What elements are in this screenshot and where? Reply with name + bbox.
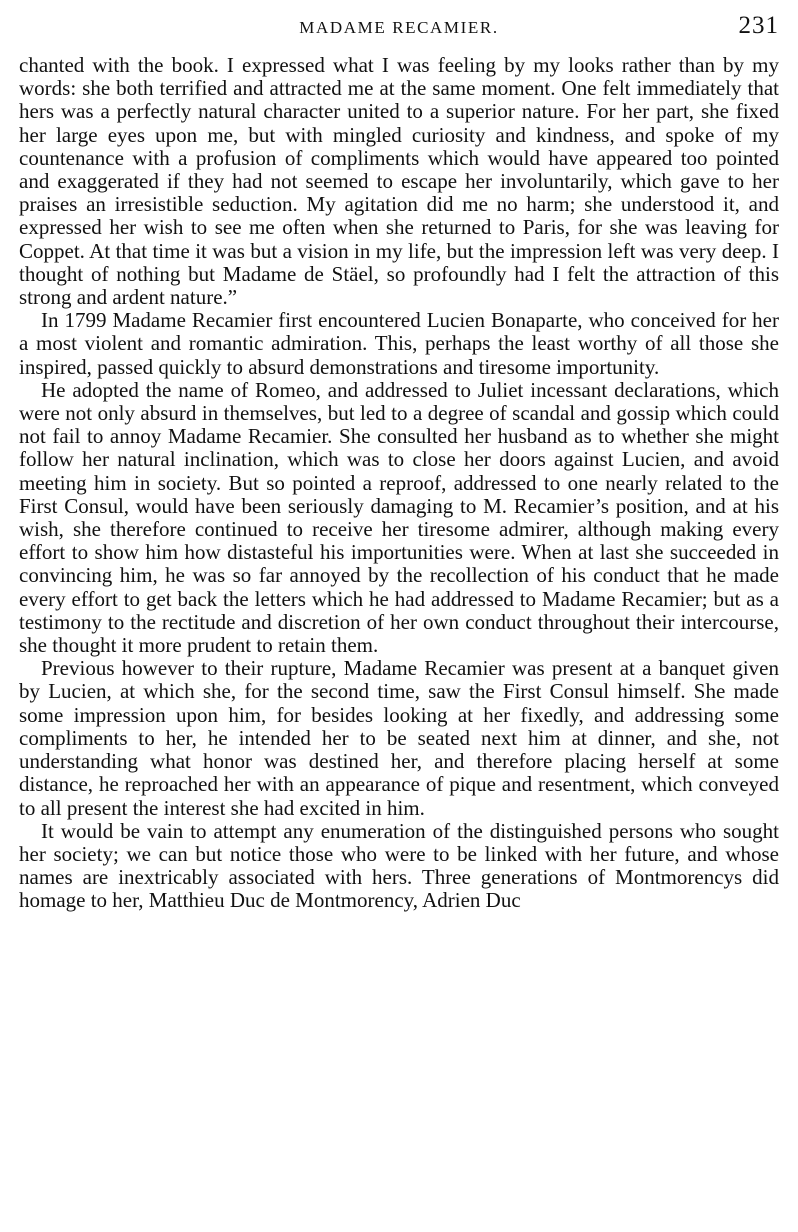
running-title: MADAME RECAMIER. [299,18,499,37]
paragraph-banquet: Previous however to their rupture, Madame Recamier was present at a banquet given by Lucien, at which she, for the second time, saw the First Consul himself. She made some impression upon him, for besides looking at her fixedly, and addressing some compliments to her, he intended her to be seated next him at dinner, and she, not understanding what honor was destined her, and therefore placing herself at some distance, he reproached her with an appearance of pique and resentment, which conveyed to all present the interest she had excited in him. [19,656,779,820]
page-number: 231 [738,12,779,39]
paragraph-distinguished-persons: It would be vain to attempt any enumeration of the distinguished persons who sought her society; we can but notice those who were to be linked with her future, and whose names are inextricably associated with hers. Three generations of Montmorencys did homage to her, Matthieu Duc de Montmorency, Adrien Duc [19,818,779,913]
paragraph-romeo: He adopted the name of Romeo, and addressed to Juliet incessant declarations, which were not only absurd in themselves, but led to a degree of scandal and gossip which could not fail to annoy Madame Recamier. She consulted her husband as to whether she might follow her natural inclination, which was to close her doors against Lucien, and avoid meeting him in society. But so pointed a reproof, addressed to one nearly related to the First Consul, would have been seriously damaging to M. Recamier’s position, and at his wish, she therefore continued to receive her tiresome admirer, although making every effort to show him how distasteful his importunities were. When at last she succeeded in convincing him, he was so far annoyed by the recollection of his conduct that he made every effort to get back the letters which he had addressed to Madame Recamier; but as a testimony to the rectitude and discretion of her own conduct throughout their intercourse, she thought it more prudent to retain them. [19,377,779,658]
body-text [19,54,779,913]
book-page [19,14,779,913]
paragraph-lucien-bonaparte: In 1799 Madame Recamier first encountered Lucien Bonaparte, who conceived for her a most violent and romantic admiration. This, perhaps the least worthy of all those she inspired, passed quickly to absurd demonstrations and tiresome importunity. [19,308,779,379]
paragraph-continuation: chanted with the book. I expressed what I was feeling by my looks rather than by my words: she both terrified and attracted me at the same moment. One felt immediately that hers was a perfectly natural character united to a superior nature. For her part, she fixed her large eyes upon me, but with mingled curiosity and kindness, and spoke of my countenance with a profusion of compliments which would have appeared too pointed and exaggerated if they had not seemed to escape her involuntarily, which gave to her praises an irresistible seduction. My agitation did me no harm; she understood it, and expressed her wish to see me often when she returned to Paris, for she was leaving for Coppet. At that time it was but a vision in my life, but the impression left was very deep. I thought of nothing but Madame de Stäel, so profoundly had I felt the attraction of this strong and ardent nature.” [19,53,779,310]
page-header [19,14,779,54]
